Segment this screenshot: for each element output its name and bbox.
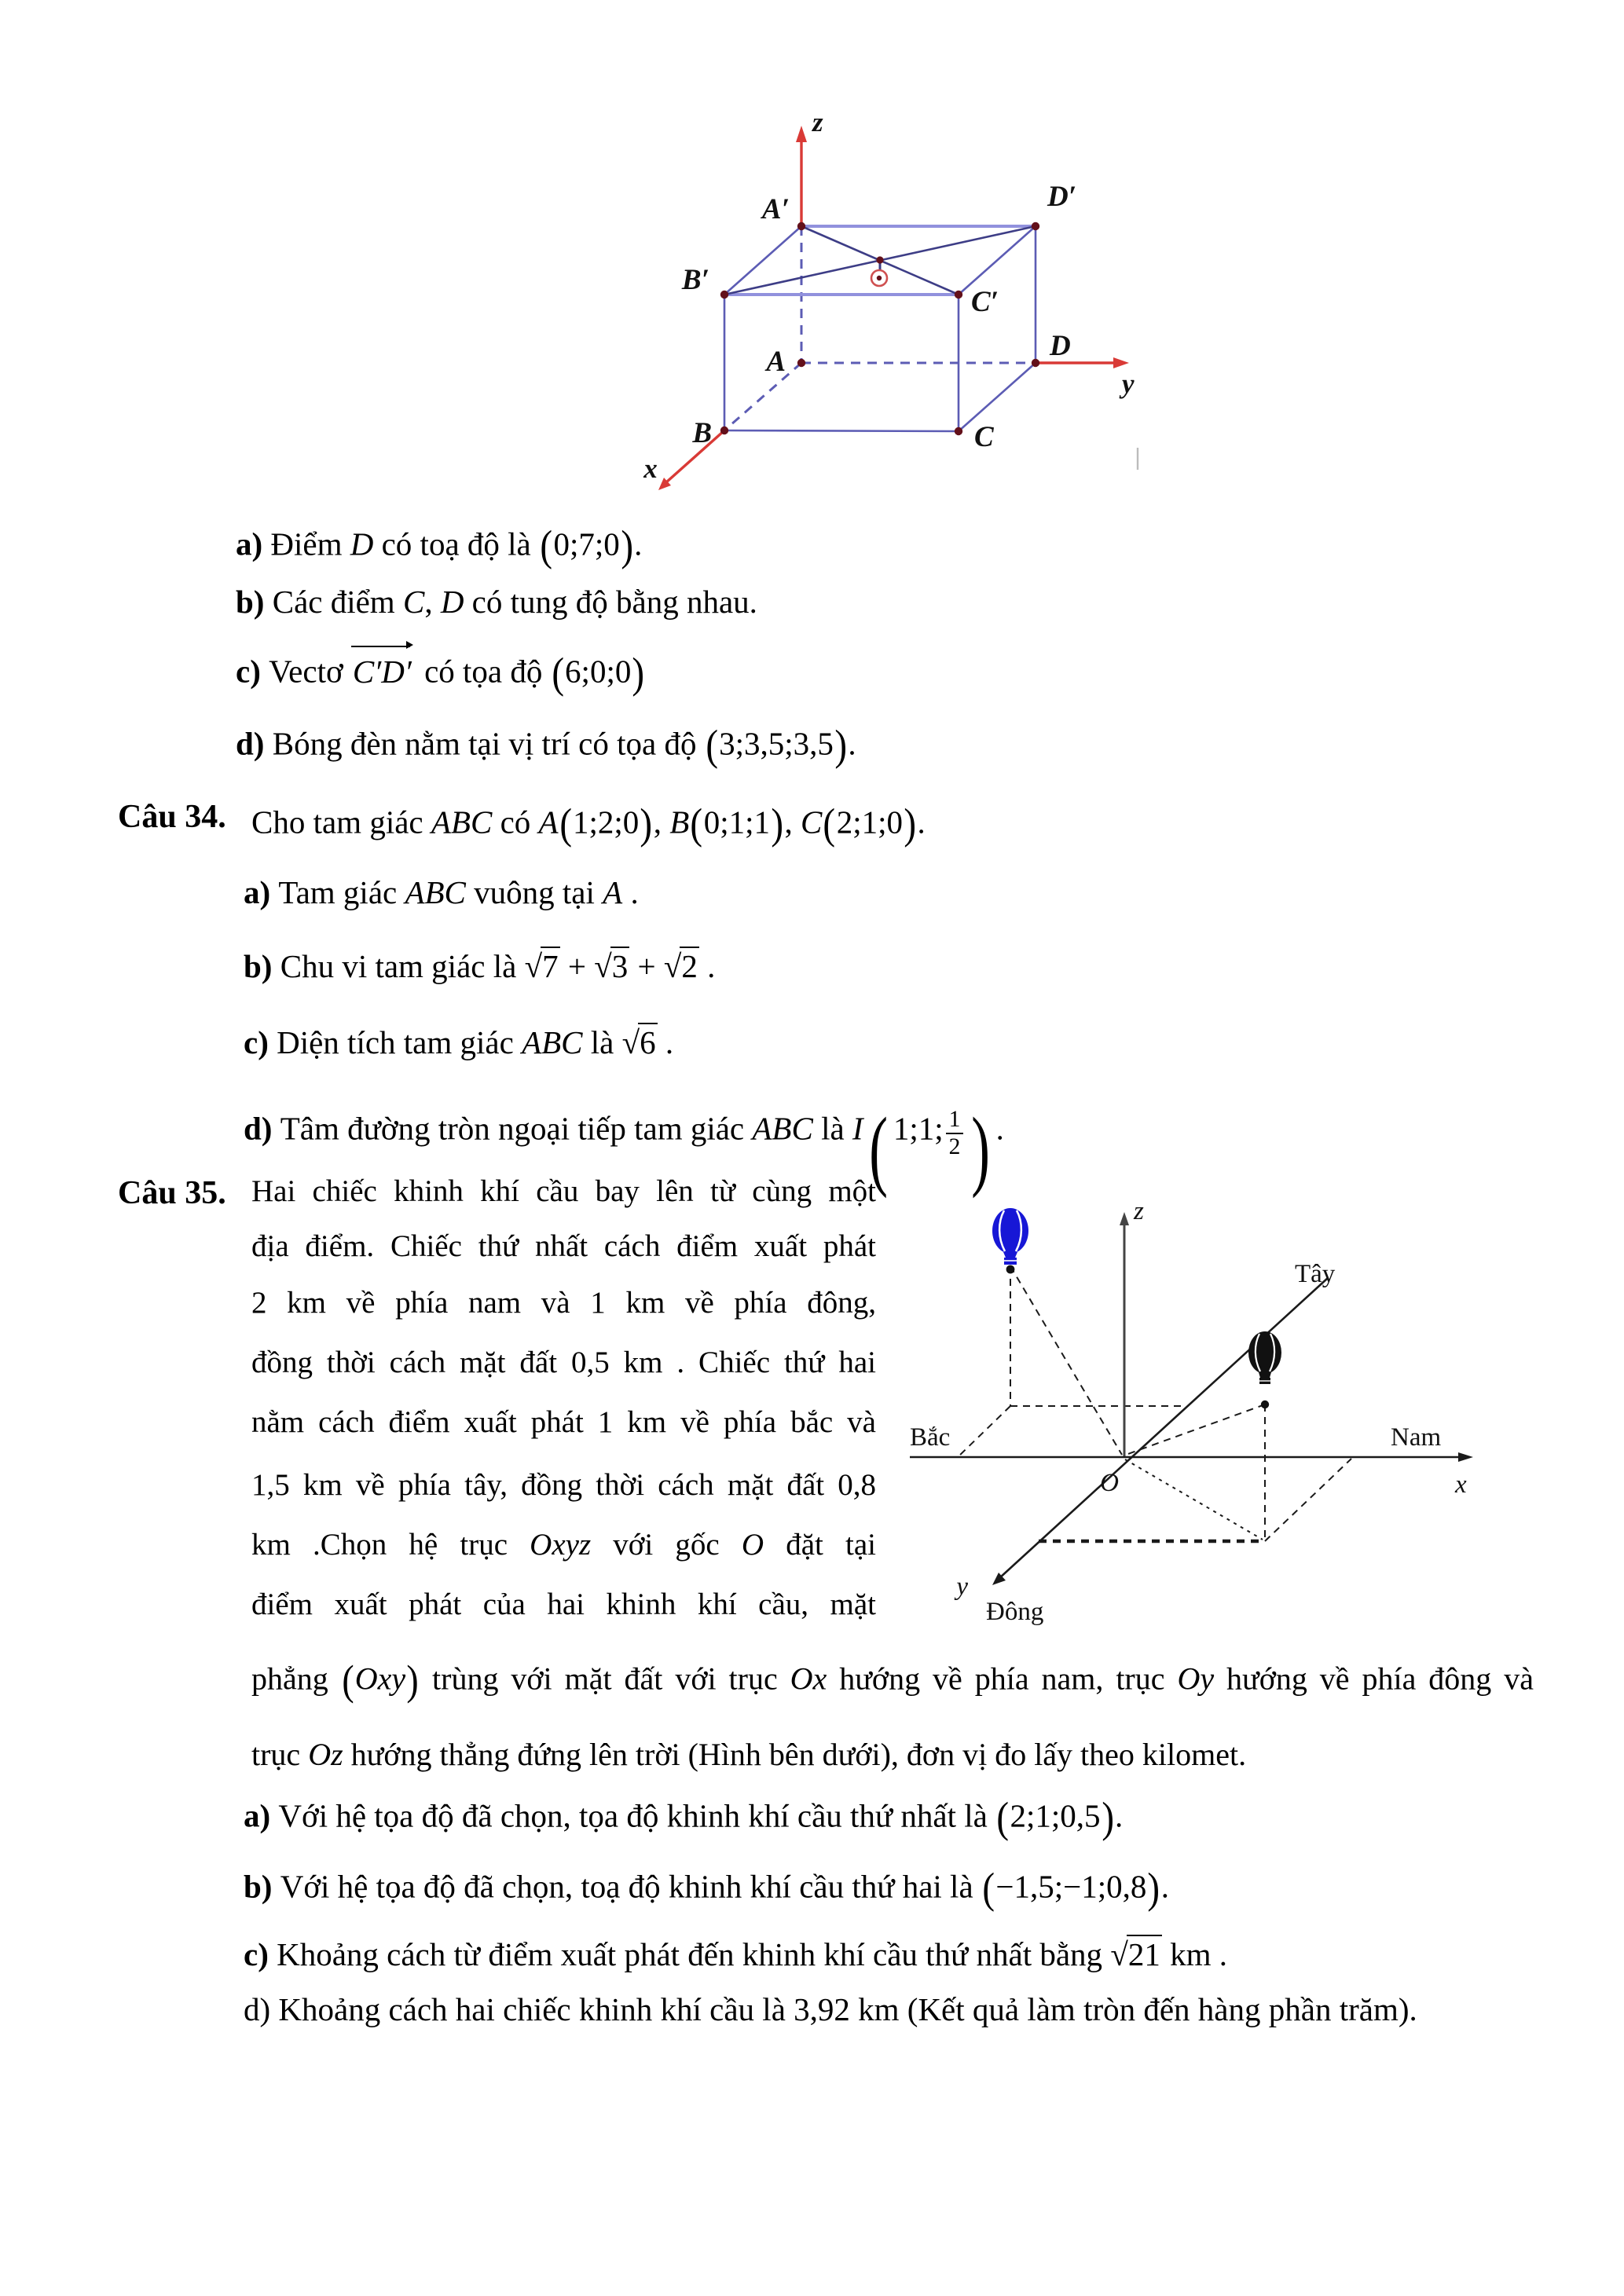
q34-question: Cho tam giác ABC có A(1;2;0), B(0;1;1), C(2;1;0). (251, 800, 926, 848)
label-x-axis: x (643, 453, 658, 484)
label-origin: O (1100, 1469, 1119, 1497)
q35-line-5: nằm cách điểm xuất phát 1 km về phía bắc và (251, 1405, 876, 1439)
q35-line-10: trục Oz hướng thẳng đứng lên trời (Hình bên dưới), đơn vị đo lấy theo kilomet. (251, 1737, 1247, 1772)
label-y-axis: y (956, 1573, 968, 1601)
q35-line-7: km .Chọn hệ trục Oxyz với gốc O đặt tại (251, 1528, 876, 1562)
y-axis (992, 1278, 1328, 1585)
q35-statement-d: d) Khoảng cách hai chiếc khinh khí cầu là 3,92 km (Kết quả làm tròn đến hàng phần trăm). (244, 1991, 1417, 2027)
vertex-dots (720, 222, 1039, 435)
label-B: B (692, 417, 712, 449)
label-C-prime: C′ (971, 286, 999, 318)
q34-statement-a: a) Tam giác ABC vuông tại A . (244, 874, 639, 910)
q34-statement-b: b) Chu vi tam giác là √7 + √3 + √2 . (244, 948, 716, 984)
label-dong: Đông (986, 1598, 1044, 1626)
z-axis (1120, 1212, 1129, 1457)
x-axis (658, 430, 724, 490)
label-D-prime: D′ (1047, 181, 1077, 213)
label-B-prime: B′ (681, 264, 709, 296)
q35-line-6: 1,5 km về phía tây, đồng thời cách mặt đất 0,8 (251, 1468, 876, 1502)
q35-line-9: phẳng (Oxy) trùng với mặt đất với trục Ox hướng về phía nam, trục Oy hướng về phía đông và (251, 1657, 1534, 1704)
q35-line-2: địa điểm. Chiếc thứ nhất cách điểm xuất phát (251, 1229, 876, 1263)
dotted-O-to-ground (1125, 1459, 1263, 1540)
label-tay: Tây (1295, 1260, 1336, 1288)
label-nam: Nam (1391, 1423, 1442, 1452)
q33-statement-d: d) Bóng đèn nằm tại vị trí có tọa độ (3;3,5;3,5). (236, 721, 856, 769)
label-z-axis: z (1134, 1197, 1144, 1225)
blue-balloon-icon (992, 1208, 1028, 1273)
q35-number: Câu 35. (118, 1175, 226, 1211)
projection-dashes (958, 1266, 1351, 1541)
z-axis (796, 126, 807, 226)
q35-line-3: 2 km về phía nam và 1 km về phía đông, (251, 1286, 876, 1320)
q34-statement-c: c) Diện tích tam giác ABC là √6 . (244, 1024, 674, 1060)
q35-statement-b: b) Với hệ tọa độ đã chọn, toạ độ khinh khí cầu thứ hai là (−1,5;−1;0,8). (244, 1864, 1170, 1912)
label-A: A (766, 346, 786, 378)
q35-line-1: Hai chiếc khinh khí cầu bay lên từ cùng một (251, 1174, 876, 1208)
balloon-figure (880, 1174, 1624, 1677)
q35-statement-c: c) Khoảng cách từ điểm xuất phát đến khinh khí cầu thứ nhất bằng √21 km . (244, 1936, 1227, 1972)
cuboid-figure (613, 71, 1194, 558)
label-A-prime: A′ (761, 193, 790, 225)
q33-statement-a: a) Điểm D có toạ độ là (0;7;0). (236, 522, 643, 569)
q35-line-8: điểm xuất phát của hai khinh khí cầu, mặt (251, 1587, 876, 1621)
q35-line-4: đồng thời cách mặt đất 0,5 km . Chiếc thứ hai (251, 1346, 876, 1379)
q33-statement-c: c) Vectơ C′D′ có tọa độ (6;0;0) (236, 649, 645, 697)
label-D: D (1050, 330, 1071, 362)
x-axis (910, 1452, 1473, 1462)
q33-statement-b: b) Các điểm C, D có tung độ bằng nhau. (236, 584, 757, 620)
q34-statement-d: d) Tâm đường tròn ngoại tiếp tam giác ABC là I( 1;1; $\frac{1}{2}$ ) . (244, 1099, 1004, 1199)
label-z-axis: z (812, 107, 823, 137)
label-bac: Bắc (910, 1423, 951, 1452)
label-x-axis: x (1455, 1470, 1467, 1499)
label-y-axis: y (1122, 368, 1135, 399)
q35-statement-a: a) Với hệ tọa độ đã chọn, tọa độ khinh khí cầu thứ nhất là (2;1;0,5). (244, 1793, 1124, 1841)
black-balloon-icon (1248, 1331, 1281, 1408)
label-C: C (974, 421, 994, 453)
q34-number: Câu 34. (118, 799, 226, 835)
